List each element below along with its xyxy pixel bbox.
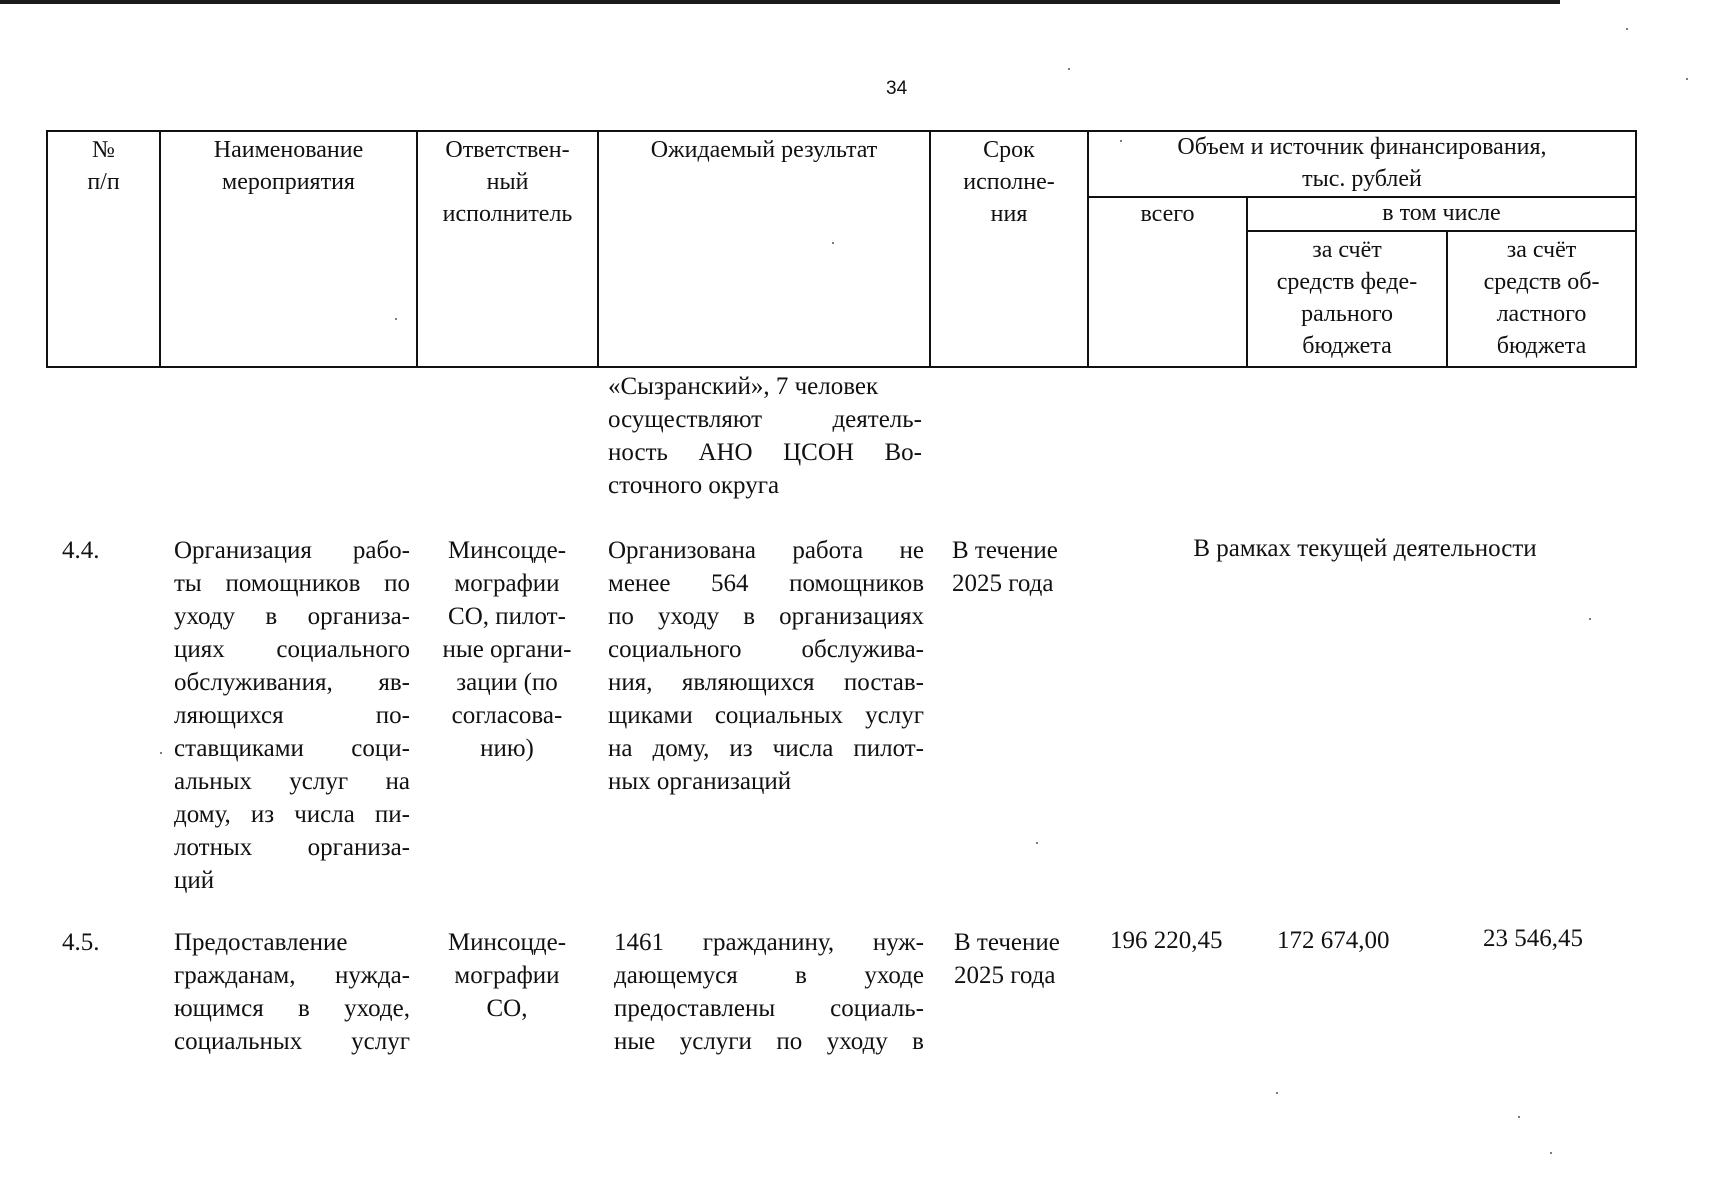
row-4-5-event-name: Предоставление гражданам, нужда- ющимся в уходе, социальных услуг xyxy=(174,929,410,1055)
scan-speck xyxy=(1276,1092,1278,1094)
scan-speck xyxy=(1550,1152,1552,1154)
header-including: в том числе xyxy=(1382,200,1501,226)
row-4-4-number: 4.4. xyxy=(62,537,100,564)
scan-speck xyxy=(832,242,834,244)
row-4-5-expected-result: 1461 гражданину, нуж- дающемуся в уходе предоставлены социаль- ные услуги по уходу в xyxy=(614,929,924,1055)
scan-speck xyxy=(160,752,162,754)
scan-speck xyxy=(1589,618,1591,620)
scan-speck xyxy=(1626,28,1628,30)
header-expected-result: Ожидаемый результат xyxy=(650,137,878,163)
row-4-5-term: В течение 2025 года xyxy=(954,929,1060,989)
scan-speck xyxy=(395,318,397,320)
table-header xyxy=(0,0,1718,370)
header-federal-budget: за счёт средств феде- рального бюджета xyxy=(1276,237,1418,359)
page-number: 34 xyxy=(886,78,908,99)
header-responsible: Ответствен- ный исполнитель xyxy=(442,137,573,227)
header-regional-budget: за счёт средств об- ластного бюджета xyxy=(1483,237,1600,359)
scan-speck xyxy=(1686,78,1688,80)
row-4-4-event-name: Организация рабо- ты помощников по уходу в организа- циях социального обслуживания, яв- ляющихся по- ставщиками соци- альных услуг на дому, из числа пи- лотных организа- ций xyxy=(174,537,410,894)
row-4-4-responsible: Минсоцде- мографии СО, пилот- ные органи- зации (по согласова- нию) xyxy=(442,537,572,762)
header-term: Срок исполне- ния xyxy=(963,137,1055,227)
row-4-5-federal: 172 674,00 xyxy=(1277,927,1390,954)
scan-speck xyxy=(1036,842,1038,844)
scan-speck xyxy=(1068,68,1070,70)
row-4-5-responsible: Минсоцде- мографии СО, xyxy=(447,929,567,1022)
row-4-5-total: 196 220,45 xyxy=(1110,927,1223,954)
header-total: всего xyxy=(1140,201,1195,227)
header-financing: Объем и источник финансирования, тыс. рублей xyxy=(1177,134,1547,192)
header-number: № п/п xyxy=(87,137,120,195)
header-event-name: Наименование мероприятия xyxy=(213,137,364,195)
row-4-4-term: В течение 2025 года xyxy=(952,537,1058,597)
scan-speck xyxy=(1518,1116,1520,1118)
row-4-4-expected-result: Организована работа не менее 564 помощников по уходу в организациях социального обслужива- ния, являющихся постав- щиками социальных услуг на дому, из числа пилот- ных организаций xyxy=(608,537,924,795)
row-4-5-regional: 23 546,45 xyxy=(1483,925,1583,952)
scan-speck xyxy=(1120,140,1122,142)
row-4-4-finance-note: В рамках текущей деятельности xyxy=(1193,535,1537,562)
continuation-text: «Сызранский», 7 человек осуществляют деятель- ность АНО ЦСОН Во- сточного округа xyxy=(608,373,922,499)
row-4-5-number: 4.5. xyxy=(62,929,100,956)
